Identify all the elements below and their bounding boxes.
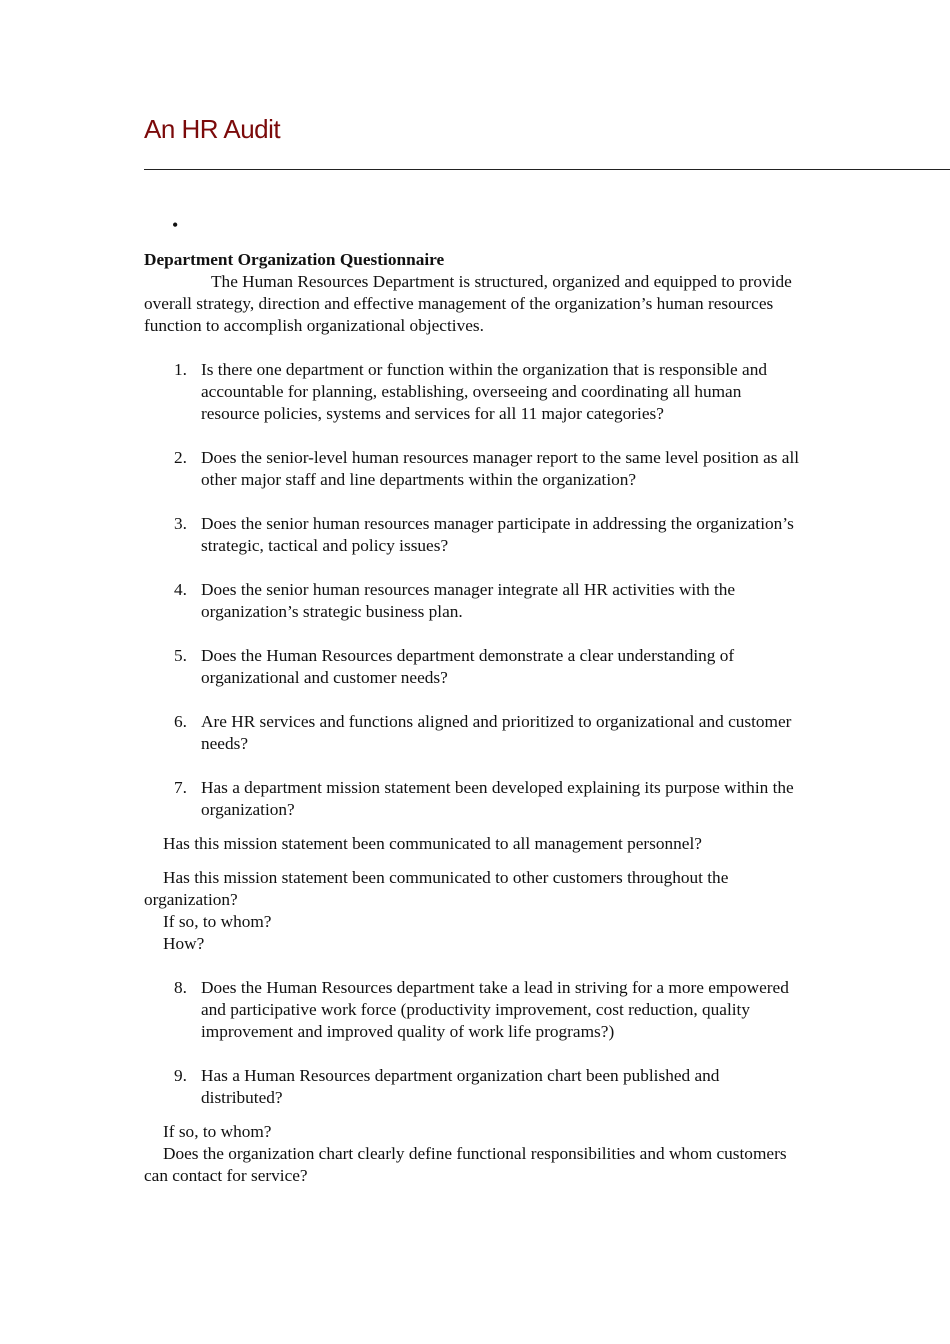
- sub-question: If so, to whom?: [163, 1122, 272, 1141]
- question-item: [144, 447, 804, 491]
- page-title: An HR Audit: [144, 114, 281, 144]
- sub-question: Does the organization chart clearly define functional responsibilities and whom customers can contact for service?: [144, 1144, 787, 1185]
- question-number: 1.: [174, 360, 187, 379]
- question-number: 2.: [174, 448, 187, 467]
- question-list-b: [144, 977, 804, 1109]
- title-divider: [144, 169, 950, 170]
- question-item: [144, 359, 804, 425]
- question-text: Are HR services and functions aligned and prioritized to organizational and customer needs?: [201, 712, 792, 753]
- question-text: Does the senior-level human resources manager report to the same level position as all other major staff and line departments within the organization?: [201, 448, 800, 489]
- questionnaire-body: [144, 249, 804, 1187]
- question-text: Has a Human Resources department organization chart been published and distributed?: [201, 1066, 720, 1107]
- question-number: 4.: [174, 580, 187, 599]
- question-text: Does the Human Resources department take a lead in striving for a more empowered and participative work force (productivity improvement, cost reduction, quality improvement and improved quality of work life programs?): [201, 978, 789, 1041]
- sub-question: If so, to whom?: [163, 912, 272, 931]
- question-item: [144, 579, 804, 623]
- question-item: [144, 1065, 804, 1109]
- question-number: 7.: [174, 778, 187, 797]
- question-text: Does the senior human resources manager integrate all HR activities with the organization’s strategic business plan.: [201, 580, 736, 621]
- question-item: [144, 645, 804, 689]
- sub-question: Has this mission statement been communicated to all management personnel?: [163, 834, 702, 853]
- question-item: [144, 711, 804, 755]
- question-number: 6.: [174, 712, 187, 731]
- question-text: Is there one department or function within the organization that is responsible and accountable for planning, establishing, overseeing and coordinating all human resource policies, systems and services for all 11 major categories?: [201, 360, 767, 423]
- question-number: 3.: [174, 514, 187, 533]
- sub-question: Has this mission statement been communicated to other customers throughout the organization?: [144, 868, 729, 909]
- empty-bullet: •: [172, 215, 179, 235]
- question-list-a: [144, 359, 804, 821]
- question-text: Does the senior human resources manager participate in addressing the organization’s strategic, tactical and policy issues?: [201, 514, 794, 555]
- intro-paragraph: The Human Resources Department is structured, organized and equipped to provide overall strategy, direction and effective management of the organization’s human resources function to accomplish organizational objectives.: [144, 272, 792, 335]
- question-number: 8.: [174, 978, 187, 997]
- question-text: Does the Human Resources department demonstrate a clear understanding of organizational and customer needs?: [201, 646, 735, 687]
- question-item: [144, 513, 804, 557]
- question-number: 9.: [174, 1066, 187, 1085]
- section-heading: Department Organization Questionnaire: [144, 250, 445, 269]
- question-item: [144, 777, 804, 821]
- question-number: 5.: [174, 646, 187, 665]
- sub-question: How?: [163, 934, 205, 953]
- question-text: Has a department mission statement been developed explaining its purpose within the organization?: [201, 778, 794, 819]
- question-item: [144, 977, 804, 1043]
